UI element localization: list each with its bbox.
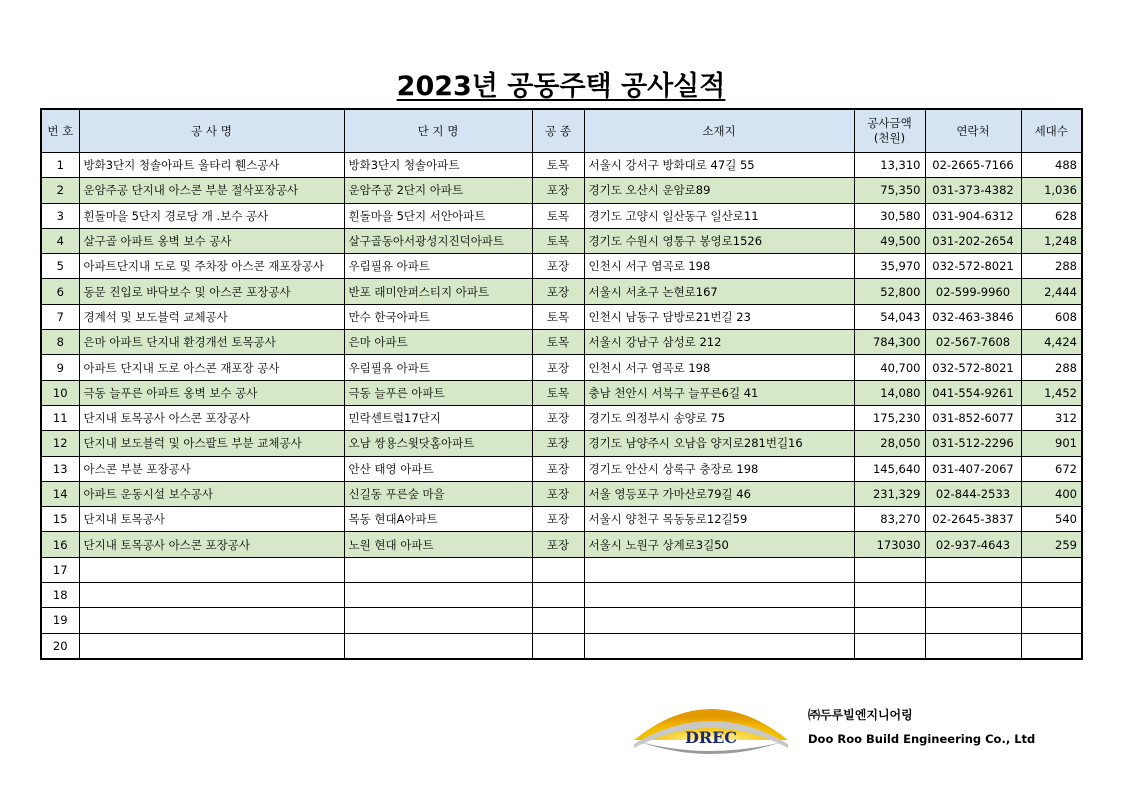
row-number-cell: 4 xyxy=(41,228,79,253)
header-complex: 단 지 명 xyxy=(344,109,532,153)
complex-name-cell: 은마 아파트 xyxy=(344,330,532,355)
amount-cell xyxy=(854,633,925,659)
complex-name-cell: 오남 쌍용스윗닷홈아파트 xyxy=(344,431,532,456)
complex-name-cell: 만수 한국아파트 xyxy=(344,304,532,329)
amount-cell xyxy=(854,557,925,582)
row-number-cell: 19 xyxy=(41,608,79,633)
table-row xyxy=(41,583,1082,608)
units-cell: 312 xyxy=(1021,405,1082,430)
company-info xyxy=(808,706,1035,746)
header-type: 공 종 xyxy=(532,109,584,153)
units-cell: 672 xyxy=(1021,456,1082,481)
phone-cell: 041-554-9261 xyxy=(925,380,1021,405)
phone-cell: 02-937-4643 xyxy=(925,532,1021,557)
phone-cell: 031-512-2296 xyxy=(925,431,1021,456)
project-name-cell: 단지내 토목공사 xyxy=(79,507,344,532)
project-name-cell: 아스콘 부분 포장공사 xyxy=(79,456,344,481)
address-cell: 서울시 서초구 논현로167 xyxy=(584,279,854,304)
address-cell: 서울시 노원구 상계로3길50 xyxy=(584,532,854,557)
complex-name-cell xyxy=(344,557,532,582)
amount-cell: 14,080 xyxy=(854,380,925,405)
amount-cell: 173030 xyxy=(854,532,925,557)
complex-name-cell: 신길동 푸른숲 마을 xyxy=(344,481,532,506)
address-cell: 인천시 서구 염곡로 198 xyxy=(584,355,854,380)
address-cell: 경기도 고양시 일산동구 일산로11 xyxy=(584,203,854,228)
phone-cell: 02-2665-7166 xyxy=(925,153,1021,178)
units-cell: 1,036 xyxy=(1021,178,1082,203)
work-type-cell: 포장 xyxy=(532,431,584,456)
work-type-cell: 포장 xyxy=(532,532,584,557)
complex-name-cell: 노원 현대 아파트 xyxy=(344,532,532,557)
complex-name-cell: 흰돌마을 5단지 서안아파트 xyxy=(344,203,532,228)
phone-cell: 031-373-4382 xyxy=(925,178,1021,203)
row-number-cell: 11 xyxy=(41,405,79,430)
work-type-cell: 포장 xyxy=(532,456,584,481)
table-row xyxy=(41,203,1082,228)
row-number-cell: 3 xyxy=(41,203,79,228)
address-cell xyxy=(584,557,854,582)
units-cell xyxy=(1021,633,1082,659)
amount-cell: 784,300 xyxy=(854,330,925,355)
row-number-cell: 15 xyxy=(41,507,79,532)
row-number-cell: 10 xyxy=(41,380,79,405)
row-number-cell: 13 xyxy=(41,456,79,481)
phone-cell xyxy=(925,633,1021,659)
address-cell: 경기도 안산시 상록구 충장로 198 xyxy=(584,456,854,481)
complex-name-cell: 운암주공 2단지 아파트 xyxy=(344,178,532,203)
project-name-cell: 방화3단지 청솔아파트 울타리 휀스공사 xyxy=(79,153,344,178)
amount-cell: 40,700 xyxy=(854,355,925,380)
work-type-cell xyxy=(532,633,584,659)
table-row xyxy=(41,304,1082,329)
amount-cell: 175,230 xyxy=(854,405,925,430)
header-amount xyxy=(854,109,925,153)
amount-cell: 83,270 xyxy=(854,507,925,532)
units-cell xyxy=(1021,608,1082,633)
units-cell: 400 xyxy=(1021,481,1082,506)
project-name-cell: 단지내 보도블럭 및 아스팔트 부분 교체공사 xyxy=(79,431,344,456)
header-amount-unit: (천원) xyxy=(873,131,906,145)
project-name-cell: 은마 아파트 단지내 환경개선 토목공사 xyxy=(79,330,344,355)
address-cell: 인천시 남동구 담방로21번길 23 xyxy=(584,304,854,329)
row-number-cell: 7 xyxy=(41,304,79,329)
units-cell: 259 xyxy=(1021,532,1082,557)
row-number-cell: 6 xyxy=(41,279,79,304)
address-cell: 경기도 의정부시 송양로 75 xyxy=(584,405,854,430)
work-type-cell: 포장 xyxy=(532,507,584,532)
work-type-cell: 토목 xyxy=(532,304,584,329)
work-type-cell xyxy=(532,557,584,582)
project-name-cell: 살구골 아파트 옹벽 보수 공사 xyxy=(79,228,344,253)
row-number-cell: 9 xyxy=(41,355,79,380)
units-cell: 628 xyxy=(1021,203,1082,228)
units-cell: 4,424 xyxy=(1021,330,1082,355)
table-row xyxy=(41,481,1082,506)
units-cell: 288 xyxy=(1021,355,1082,380)
address-cell: 경기도 오산시 운암로89 xyxy=(584,178,854,203)
units-cell: 1,248 xyxy=(1021,228,1082,253)
work-type-cell xyxy=(532,583,584,608)
address-cell: 충남 천안시 서북구 늘푸른6길 41 xyxy=(584,380,854,405)
phone-cell: 031-852-6077 xyxy=(925,405,1021,430)
work-type-cell: 토목 xyxy=(532,153,584,178)
complex-name-cell: 목동 현대A아파트 xyxy=(344,507,532,532)
project-name-cell xyxy=(79,633,344,659)
project-name-cell: 단지내 토목공사 아스콘 포장공사 xyxy=(79,405,344,430)
phone-cell: 031-202-2654 xyxy=(925,228,1021,253)
project-name-cell: 아파트 단지내 도로 아스콘 재포장 공사 xyxy=(79,355,344,380)
work-type-cell: 포장 xyxy=(532,405,584,430)
company-name-ko: ㈜두루빌엔지니어링 xyxy=(808,708,913,722)
complex-name-cell xyxy=(344,583,532,608)
company-name-en: Doo Roo Build Engineering Co., Ltd xyxy=(808,732,1036,746)
project-name-cell: 아파트 운동시설 보수공사 xyxy=(79,481,344,506)
table-row xyxy=(41,355,1082,380)
table-row xyxy=(41,633,1082,659)
amount-cell: 13,310 xyxy=(854,153,925,178)
row-number-cell: 1 xyxy=(41,153,79,178)
header-name: 공 사 명 xyxy=(79,109,344,153)
page-title: 2023년 공동주택 공사실적 xyxy=(396,71,726,102)
table-row xyxy=(41,279,1082,304)
phone-cell: 02-844-2533 xyxy=(925,481,1021,506)
table-row xyxy=(41,431,1082,456)
units-cell: 540 xyxy=(1021,507,1082,532)
work-type-cell: 포장 xyxy=(532,481,584,506)
works-table xyxy=(40,108,1083,660)
table-row xyxy=(41,228,1082,253)
units-cell: 1,452 xyxy=(1021,380,1082,405)
header-amount-label: 공사금액 xyxy=(867,116,912,130)
table-row xyxy=(41,507,1082,532)
table-row xyxy=(41,557,1082,582)
phone-cell: 032-572-8021 xyxy=(925,355,1021,380)
logo-text: DREC xyxy=(684,728,738,747)
project-name-cell xyxy=(79,583,344,608)
drec-logo xyxy=(632,688,790,756)
row-number-cell: 20 xyxy=(41,633,79,659)
row-number-cell: 5 xyxy=(41,254,79,279)
row-number-cell: 16 xyxy=(41,532,79,557)
row-number-cell: 14 xyxy=(41,481,79,506)
amount-cell: 30,580 xyxy=(854,203,925,228)
row-number-cell: 8 xyxy=(41,330,79,355)
address-cell: 경기도 남양주시 오남읍 양지로281번길16 xyxy=(584,431,854,456)
address-cell: 서울시 강남구 삼성로 212 xyxy=(584,330,854,355)
address-cell: 서울 영등포구 가마산로79길 46 xyxy=(584,481,854,506)
work-type-cell: 토목 xyxy=(532,203,584,228)
complex-name-cell: 반포 래미안퍼스티지 아파트 xyxy=(344,279,532,304)
row-number-cell: 2 xyxy=(41,178,79,203)
project-name-cell: 흰돌마을 5단지 경로당 개 .보수 공사 xyxy=(79,203,344,228)
phone-cell: 02-567-7608 xyxy=(925,330,1021,355)
amount-cell: 145,640 xyxy=(854,456,925,481)
amount-cell: 49,500 xyxy=(854,228,925,253)
phone-cell: 02-599-9960 xyxy=(925,279,1021,304)
amount-cell: 28,050 xyxy=(854,431,925,456)
work-type-cell: 토목 xyxy=(532,380,584,405)
complex-name-cell xyxy=(344,633,532,659)
phone-cell: 031-904-6312 xyxy=(925,203,1021,228)
amount-cell: 231,329 xyxy=(854,481,925,506)
table-row xyxy=(41,254,1082,279)
units-cell: 901 xyxy=(1021,431,1082,456)
phone-cell: 032-463-3846 xyxy=(925,304,1021,329)
project-name-cell xyxy=(79,557,344,582)
work-type-cell: 포장 xyxy=(532,178,584,203)
work-type-cell xyxy=(532,608,584,633)
address-cell xyxy=(584,583,854,608)
project-name-cell: 아파트단지내 도로 및 주차장 아스콘 재포장공사 xyxy=(79,254,344,279)
address-cell xyxy=(584,608,854,633)
project-name-cell: 경계석 및 보도블럭 교체공사 xyxy=(79,304,344,329)
table-header-row xyxy=(41,109,1082,153)
complex-name-cell: 극동 늘푸른 아파트 xyxy=(344,380,532,405)
phone-cell xyxy=(925,608,1021,633)
work-type-cell: 토목 xyxy=(532,228,584,253)
header-no: 번 호 xyxy=(41,109,79,153)
complex-name-cell: 방화3단지 청솔아파트 xyxy=(344,153,532,178)
complex-name-cell: 민락센트럴17단지 xyxy=(344,405,532,430)
project-name-cell: 단지내 토목공사 아스콘 포장공사 xyxy=(79,532,344,557)
row-number-cell: 17 xyxy=(41,557,79,582)
header-units: 세대수 xyxy=(1021,109,1082,153)
table-row xyxy=(41,456,1082,481)
amount-cell: 35,970 xyxy=(854,254,925,279)
units-cell xyxy=(1021,583,1082,608)
table-row xyxy=(41,178,1082,203)
complex-name-cell: 안산 태영 아파트 xyxy=(344,456,532,481)
amount-cell: 52,800 xyxy=(854,279,925,304)
header-address: 소재지 xyxy=(584,109,854,153)
amount-cell xyxy=(854,583,925,608)
units-cell: 488 xyxy=(1021,153,1082,178)
header-phone: 연락처 xyxy=(925,109,1021,153)
complex-name-cell: 살구골동아서광성지진덕아파트 xyxy=(344,228,532,253)
complex-name-cell: 우림필유 아파트 xyxy=(344,254,532,279)
work-type-cell: 포장 xyxy=(532,279,584,304)
amount-cell xyxy=(854,608,925,633)
units-cell: 608 xyxy=(1021,304,1082,329)
address-cell: 경기도 수원시 영통구 봉영로1526 xyxy=(584,228,854,253)
project-name-cell xyxy=(79,608,344,633)
units-cell: 288 xyxy=(1021,254,1082,279)
units-cell: 2,444 xyxy=(1021,279,1082,304)
row-number-cell: 12 xyxy=(41,431,79,456)
project-name-cell: 운암주공 단지내 아스콘 부분 절삭포장공사 xyxy=(79,178,344,203)
phone-cell: 032-572-8021 xyxy=(925,254,1021,279)
table-row xyxy=(41,532,1082,557)
table-row xyxy=(41,380,1082,405)
units-cell xyxy=(1021,557,1082,582)
table-row xyxy=(41,153,1082,178)
address-cell: 서울시 강서구 방화대로 47길 55 xyxy=(584,153,854,178)
phone-cell xyxy=(925,583,1021,608)
address-cell: 서울시 양천구 목동동로12길59 xyxy=(584,507,854,532)
address-cell: 인천시 서구 염곡로 198 xyxy=(584,254,854,279)
complex-name-cell xyxy=(344,608,532,633)
work-type-cell: 토목 xyxy=(532,330,584,355)
amount-cell: 75,350 xyxy=(854,178,925,203)
row-number-cell: 18 xyxy=(41,583,79,608)
work-type-cell: 포장 xyxy=(532,254,584,279)
phone-cell: 02-2645-3837 xyxy=(925,507,1021,532)
project-name-cell: 극동 늘푸른 아파트 옹벽 보수 공사 xyxy=(79,380,344,405)
complex-name-cell: 우림필유 아파트 xyxy=(344,355,532,380)
project-name-cell: 동문 진입로 바닥보수 및 아스콘 포장공사 xyxy=(79,279,344,304)
table-row xyxy=(41,330,1082,355)
address-cell xyxy=(584,633,854,659)
table-row xyxy=(41,608,1082,633)
work-type-cell: 포장 xyxy=(532,355,584,380)
phone-cell xyxy=(925,557,1021,582)
table-row xyxy=(41,405,1082,430)
phone-cell: 031-407-2067 xyxy=(925,456,1021,481)
amount-cell: 54,043 xyxy=(854,304,925,329)
